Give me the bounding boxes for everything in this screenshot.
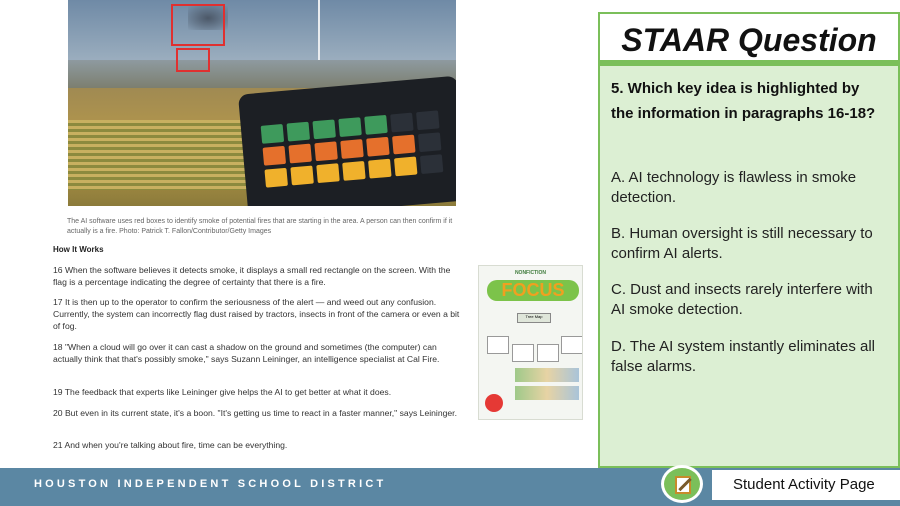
control-button [390, 113, 413, 133]
control-button [364, 115, 387, 135]
control-button [263, 146, 286, 166]
section-heading: How It Works [53, 245, 104, 254]
thumbnail-strip [515, 368, 579, 382]
control-button [366, 137, 389, 157]
thumbnail-strip [515, 386, 579, 400]
focus-title: FOCUS [487, 280, 579, 301]
choice-c: C. Dust and insects rarely interfere with AI smoke detection. [611, 281, 873, 318]
control-button [416, 110, 439, 130]
staar-header [598, 12, 900, 66]
activity-page-label: Student Activity Page [733, 476, 875, 493]
control-button [288, 144, 311, 164]
staar-title: STAAR Question [621, 22, 877, 58]
control-button [314, 141, 337, 161]
map-cell [561, 336, 583, 354]
control-button [368, 159, 391, 179]
map-cell [537, 344, 559, 362]
focus-subtitle: NONFICTION [514, 270, 547, 276]
control-button [316, 163, 339, 183]
photo-caption: The AI software uses red boxes to identify smoke of potential fires that are starting in the area. A person can then confirm if it actually is a fire. Photo: Patrick T. Fallon/Contributor/Getty Images [67, 218, 453, 235]
control-button [264, 168, 287, 188]
question-text: 5. Which key idea is highlighted by the information in paragraphs 16-18? [611, 80, 876, 122]
map-cell [487, 336, 509, 354]
paragraph-20: 20 But even in its current state, it's a boon. "It's getting us time to react in a faster manner," says Leininger. [53, 408, 457, 418]
smoke-detection-box [171, 4, 225, 46]
paragraph-17: 17 It is then up to the operator to confirm the seriousness of the alert — and weed out any confusion. Currently, the system can incorrectly flag dust raised by tractors, insects in front of the camera or even a bit of fog. [53, 297, 460, 331]
paragraph-16: 16 When the software believes it detects smoke, it displays a small red rectangle on the screen. With the flag is a percentage indicating the degree of certainty that there is a fire. [53, 265, 451, 287]
district-name: HOUSTON INDEPENDENT SCHOOL DISTRICT [34, 478, 387, 490]
choice-d: D. The AI system instantly eliminates all false alarms. [611, 338, 875, 375]
paragraph-18: 18 "When a cloud will go over it can cast a shadow on the ground and sometimes (the computer) can actually think that that's possibly smoke," says Suzann Leininger, an intelligence specialist at Cal Fire. [53, 342, 440, 364]
focus-thumbnail [478, 265, 583, 420]
choice-a: A. AI technology is flawless in smoke detection. [611, 169, 857, 206]
tree-map-label: Tree Map [517, 313, 551, 323]
control-button [418, 132, 441, 152]
paragraph-19: 19 The feedback that experts like Leininger give helps the AI to get better at what it does. [53, 387, 392, 397]
control-button [342, 161, 365, 181]
control-button [394, 156, 417, 176]
map-cell [512, 344, 534, 362]
mascot-icon [485, 394, 503, 412]
smoke-detection-box-small [176, 48, 210, 72]
control-button [261, 124, 284, 144]
notepad-pencil-icon [661, 465, 703, 503]
control-button [287, 122, 310, 142]
control-button [312, 119, 335, 139]
control-button [290, 166, 313, 186]
control-button [392, 135, 415, 155]
choice-b: B. Human oversight is still necessary to confirm AI alerts. [611, 225, 873, 262]
control-button [340, 139, 363, 159]
paragraph-21: 21 And when you're talking about fire, time can be everything. [53, 440, 288, 450]
control-button [338, 117, 361, 137]
control-button [420, 154, 443, 174]
article-photo [68, 0, 456, 206]
